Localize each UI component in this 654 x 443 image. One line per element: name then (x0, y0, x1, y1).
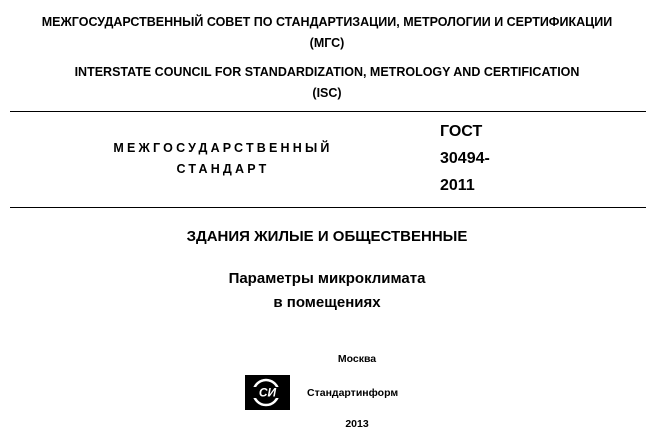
standartinform-logo-icon (245, 375, 290, 410)
publication-year: 2013 (345, 418, 369, 430)
council-name-ru: МЕЖГОСУДАРСТВЕННЫЙ СОВЕТ ПО СТАНДАРТИЗАЦИИ, МЕТРОЛОГИИ И СЕРТИФИКАЦИИ (41, 15, 613, 29)
gost-prefix: ГОСТ (440, 123, 483, 140)
document-subtitle-line1: Параметры микроклимата (228, 270, 426, 287)
gost-designation (440, 118, 490, 199)
divider-top (10, 111, 646, 112)
document-subtitle (0, 267, 654, 315)
council-name-ru-block (0, 12, 654, 54)
standartinform-logo (245, 375, 290, 410)
council-name-en-block (0, 62, 654, 104)
document-title: ЗДАНИЯ ЖИЛЫЕ И ОБЩЕСТВЕННЫЕ (186, 228, 468, 245)
publisher-city: Москва (337, 353, 377, 365)
gost-number: 30494- (440, 150, 490, 167)
logo-letters: СИ (258, 385, 277, 400)
divider-bottom (10, 207, 646, 208)
publisher-name: Стандартинформ (307, 387, 399, 399)
standard-label (78, 138, 368, 180)
gost-year: 2011 (440, 177, 475, 194)
council-abbr-ru: (МГС) (309, 36, 345, 50)
document-subtitle-line2: в помещениях (273, 294, 381, 311)
standard-label-line2: СТАНДАРТ (176, 162, 270, 176)
council-abbr-en: (ISC) (312, 86, 342, 100)
council-name-en: INTERSTATE COUNCIL FOR STANDARDIZATION, METROLOGY AND CERTIFICATION (74, 65, 580, 79)
standard-label-line1: МЕЖГОСУДАРСТВЕННЫЙ (113, 141, 333, 155)
